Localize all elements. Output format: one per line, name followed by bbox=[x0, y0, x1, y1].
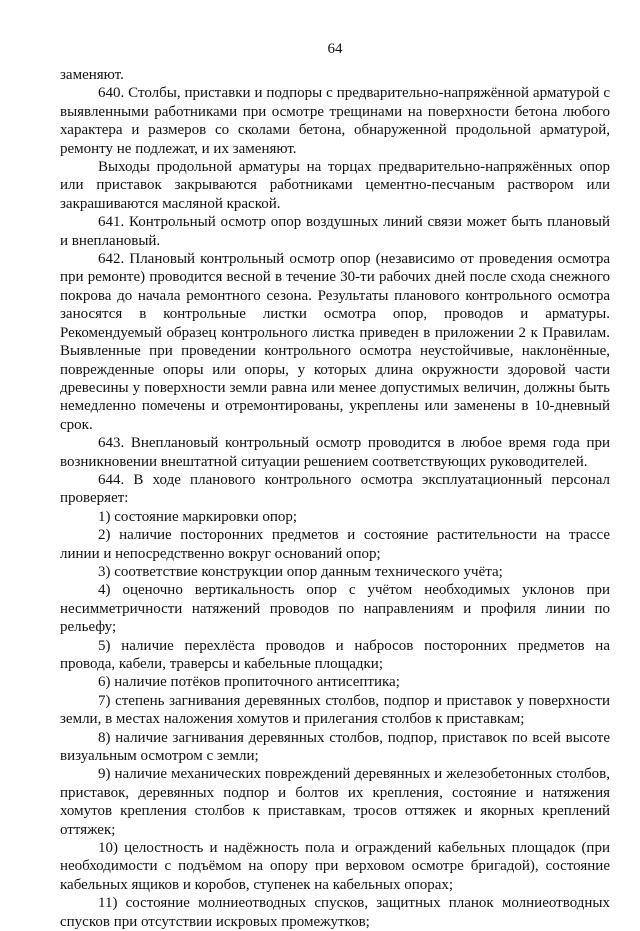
paragraph: 11) состояние молниеотводных спусков, защитных планок молниеотводных спусков при отсутствии искровых промежутков; bbox=[60, 895, 610, 930]
paragraph: 641. Контрольный осмотр опор воздушных линий связи может быть плановый и внеплановый. bbox=[60, 214, 610, 249]
paragraph: 3) соответствие конструкции опор данным технического учёта; bbox=[98, 563, 503, 580]
paragraph: Выходы продольной арматуры на торцах предварительно-напряжённых опор или приставок закрываются работниками цементно-песчаным раствором или закрашиваются масляной краской. bbox=[60, 159, 610, 212]
paragraph: 6) наличие потёков пропиточного антисептика; bbox=[98, 674, 400, 691]
paragraph: 8) наличие загнивания деревянных столбов, подпор, приставок по всей высоте визуальным осмотром с земли; bbox=[60, 729, 610, 765]
paragraph: 4) оценочно вертикальность опор с учётом необходимых уклонов при несимметричности натяжений проводов по направлениям и профиля линии по рельефу; bbox=[60, 582, 610, 636]
paragraph: 640. Столбы, приставки и подпоры с предварительно-напряжённой арматурой с выявленными работниками при осмотре трещинами на поверхности бетона любого характера и размеров со сколами бетона, обнаруженной продольной арматурой, ремонту не подлежат, и их заменяют. bbox=[60, 85, 610, 157]
paragraph: 10) целостность и надёжность пола и ограждений кабельных площадок (при необходимости с подъёмом на опору при верховом осмотре бригадой), состояние кабельных ящиков и коробов, ступенек на кабельных опорах; bbox=[60, 840, 610, 893]
document-body bbox=[60, 66, 610, 931]
paragraph: заменяют. bbox=[60, 67, 124, 83]
paragraph: 2) наличие посторонних предметов и состояние растительности на трассе линии и непосредственно вокруг оснований опор; bbox=[60, 527, 610, 562]
paragraph: 1) состояние маркировки опор; bbox=[98, 508, 298, 525]
paragraph: 644. В ходе планового контрольного осмотра эксплуатационный персонал проверяет: bbox=[60, 471, 610, 507]
paragraph: 5) наличие перехлёста проводов и набросов посторонних предметов на провода, кабели, траверсы и кабельные площадки; bbox=[60, 637, 610, 672]
page-number: 64 bbox=[327, 41, 343, 57]
paragraph: 7) степень загнивания деревянных столбов, подпор и приставок у поверхности земли, в местах наложения хомутов и прилегания столбов к приставкам; bbox=[60, 692, 610, 728]
paragraph: 9) наличие механических повреждений деревянных и железобетонных столбов, приставок, деревянных подпор и болтов их крепления, состояние и натяжения хомутов крепления столбов к приставкам, тросов оттяжек и якорных креплений оттяжек; bbox=[60, 766, 610, 838]
paragraph: 642. Плановый контрольный осмотр опор (независимо от проведения осмотра при ремонте) проводится весной в течение 30-ти рабочих дней после схода снежного покрова до начала ремонтного сезона. Результаты планового контрольного осмотра заносятся в контрольные листки осмотра опор, проводов и арматуры. Рекомендуемый образец контрольного листка приведен в приложении 2 к Правилам. Выявленные при проведении контрольного осмотра неустойчивые, наклонённые, поврежденные опоры или опоры, у которых длина окружности здоровой части древесины у поверхности земли равна или менее допустимых величин, должны быть немедленно помечены и отремонтированы, укреплены или заменены в 10-дневный срок. bbox=[60, 251, 610, 433]
paragraph: 643. Внеплановый контрольный осмотр проводится в любое время года при возникновении внештатной ситуации решением соответствующих руководителей. bbox=[60, 435, 610, 470]
